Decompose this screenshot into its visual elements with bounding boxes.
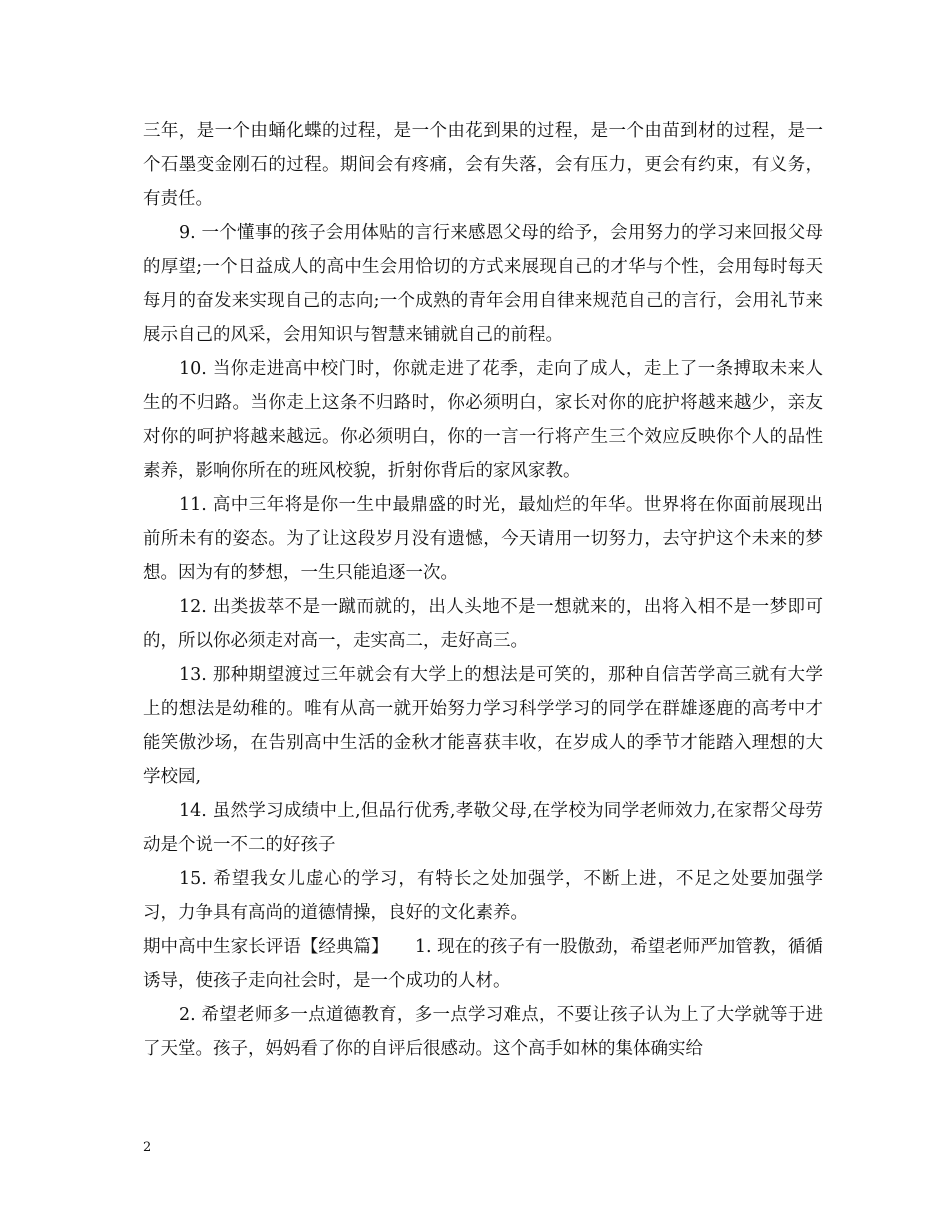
document-body	[143, 114, 823, 1066]
paragraph-intro-continuation: 三年，是一个由蛹化蝶的过程，是一个由花到果的过程，是一个由苗到材的过程，是一个石墨变金刚石的过程。期间会有疼痛，会有失落，会有压力，更会有约束，有义务，有责任。	[143, 121, 823, 209]
paragraph-item-2: 2. 希望老师多一点道德教育，多一点学习难点，不要让孩子认为上了大学就等于进了天堂。孩子，妈妈看了你的自评后很感动。这个高手如林的集体确实给	[143, 1005, 823, 1059]
paragraph-item-13: 13. 那种期望渡过三年就会有大学上的想法是可笑的，那种自信苦学高三就有大学上的想法是幼稚的。唯有从高一就开始努力学习科学学习的同学在群雄逐鹿的高考中才能笑傲沙场，在告别高中生活的金秋才能喜获丰收，在岁成人的季节才能踏入理想的大学校园,	[143, 665, 823, 787]
paragraph-item-12: 12. 出类拔萃不是一蹴而就的，出人头地不是一想就来的，出将入相不是一梦即可的，所以你必须走对高一，走实高二，走好高三。	[143, 597, 823, 651]
paragraph-section-heading-item-1: 期中高中生家长评语【经典篇】 1. 现在的孩子有一股傲劲，希望老师严加管教，循循诱导，使孩子走向社会时，是一个成功的人材。	[143, 937, 823, 991]
paragraph-item-10: 10. 当你走进高中校门时，你就走进了花季，走向了成人，走上了一条搏取未来人生的不归路。当你走上这条不归路时，你必须明白，家长对你的庇护将越来越少，亲友对你的呵护将越来越远。你必须明白，你的一言一行将产生三个效应反映你个人的品性素养，影响你所在的班风校貌，折射你背后的家风家教。	[143, 359, 823, 481]
paragraph-item-9: 9. 一个懂事的孩子会用体贴的言行来感恩父母的给予，会用努力的学习来回报父母的厚望;一个日益成人的高中生会用恰切的方式来展现自己的才华与个性，会用每时每天每月的奋发来实现自己的志向;一个成熟的青年会用自律来规范自己的言行，会用礼节来展示自己的风采，会用知识与智慧来铺就自己的前程。	[143, 223, 823, 345]
paragraph-item-14: 14. 虽然学习成绩中上,但品行优秀,孝敬父母,在学校为同学老师效力,在家帮父母劳动是个说一不二的好孩子	[143, 801, 823, 855]
paragraph-item-15: 15. 希望我女儿虚心的学习，有特长之处加强学，不断上进，不足之处要加强学习，力争具有高尚的道德情操，良好的文化素养。	[143, 869, 823, 923]
page-number: 2	[143, 1140, 152, 1155]
paragraph-item-11: 11. 高中三年将是你一生中最鼎盛的时光，最灿烂的年华。世界将在你面前展现出前所未有的姿态。为了让这段岁月没有遗憾，今天请用一切努力，去守护这个未来的梦想。因为有的梦想，一生只能追逐一次。	[143, 495, 823, 583]
